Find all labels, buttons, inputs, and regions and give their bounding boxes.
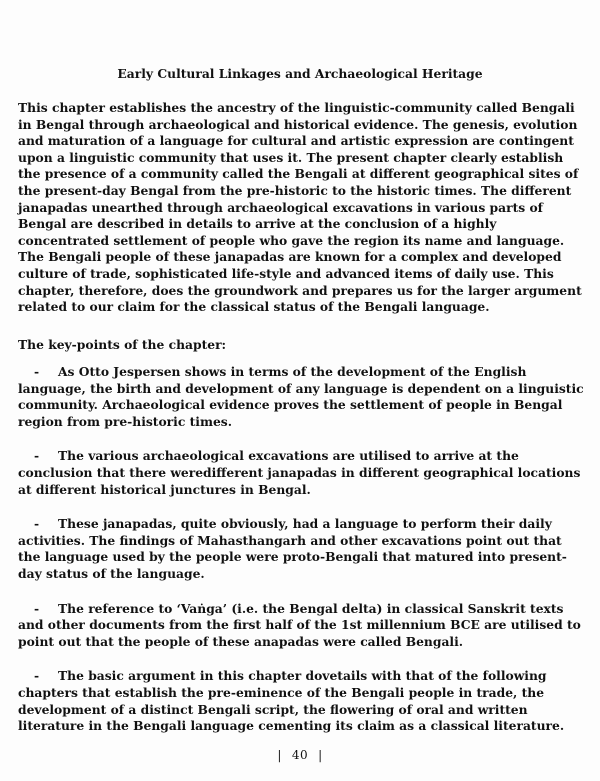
bullet-dash: - bbox=[34, 448, 40, 464]
chapter-title: Early Cultural Linkages and Archaeological Heritage bbox=[117, 66, 483, 81]
footer-left-bar: | bbox=[277, 748, 282, 762]
keypoints-heading: The key-points of the chapter: bbox=[18, 337, 227, 352]
keypoint-item bbox=[18, 516, 584, 582]
page-number: 40 bbox=[291, 748, 309, 762]
footer-right-bar: | bbox=[318, 748, 323, 762]
keypoint-item bbox=[18, 364, 584, 430]
keypoints-list bbox=[18, 364, 584, 753]
bullet-dash: - bbox=[34, 516, 40, 532]
intro-paragraph: This chapter establishes the ancestry of the linguistic-community called Bengali in Bengal through archaeological and historical evidence. The genesis, evolution and maturation of a language for cultural and artistic expression are contingent upon a linguistic community that uses it. The present chapter clearly establish the presence of a community called the Bengali at different geographical sites of the present-day Bengal from the pre-historic to the historic times. The different janapadas unearthed through archaeological excavations in various parts of Bengal are described in details to arrive at the conclusion of a highly concentrated settlement of people who gave the region its name and language. The Bengali people of these janapadas are known for a complex and developed culture of trade, sophisticated life-style and advanced items of daily use. This chapter, therefore, does the groundwork and prepares us for the larger argument related to our claim for the classical status of the Bengali language. bbox=[18, 100, 582, 315]
keypoint-item bbox=[18, 448, 584, 498]
keypoint-text: The reference to ‘Vaṅga’ (i.e. the Bengal delta) in classical Sanskrit texts and other documents from the first half of the 1st millennium BCE are utilised to point out that the people of these anapadas were called Bengali. bbox=[18, 600, 581, 649]
keypoint-text: The basic argument in this chapter dovetails with that of the following chapters that establish the pre-eminence of the Bengali people in trade, the development of a distinct Bengali script, the flowering of oral and written literature in the Bengali language cementing its claim as a classical literature. bbox=[18, 668, 565, 734]
keypoint-text: As Otto Jespersen shows in terms of the development of the English language, the birth and development of any language is dependent on a linguistic community. Archaeological evidence proves the settlement of people in Bengal region from pre-historic times. bbox=[18, 364, 584, 429]
keypoint-item bbox=[18, 601, 584, 651]
keypoint-item bbox=[18, 668, 584, 734]
keypoint-text: These janapadas, quite obviously, had a language to perform their daily activities. The findings of Mahasthangarh and other excavations point out that the language used by the people were proto-Bengali that matured into present-day status of the language. bbox=[18, 516, 567, 581]
bullet-dash: - bbox=[34, 600, 40, 616]
bullet-dash: - bbox=[34, 364, 40, 379]
keypoint-text: The various archaeological excavations are utilised to arrive at the conclusion that there weredifferent janapadas in different geographical locations at different historical junctures in Bengal. bbox=[18, 448, 581, 497]
bullet-dash: - bbox=[34, 668, 40, 684]
page-footer bbox=[0, 748, 600, 762]
